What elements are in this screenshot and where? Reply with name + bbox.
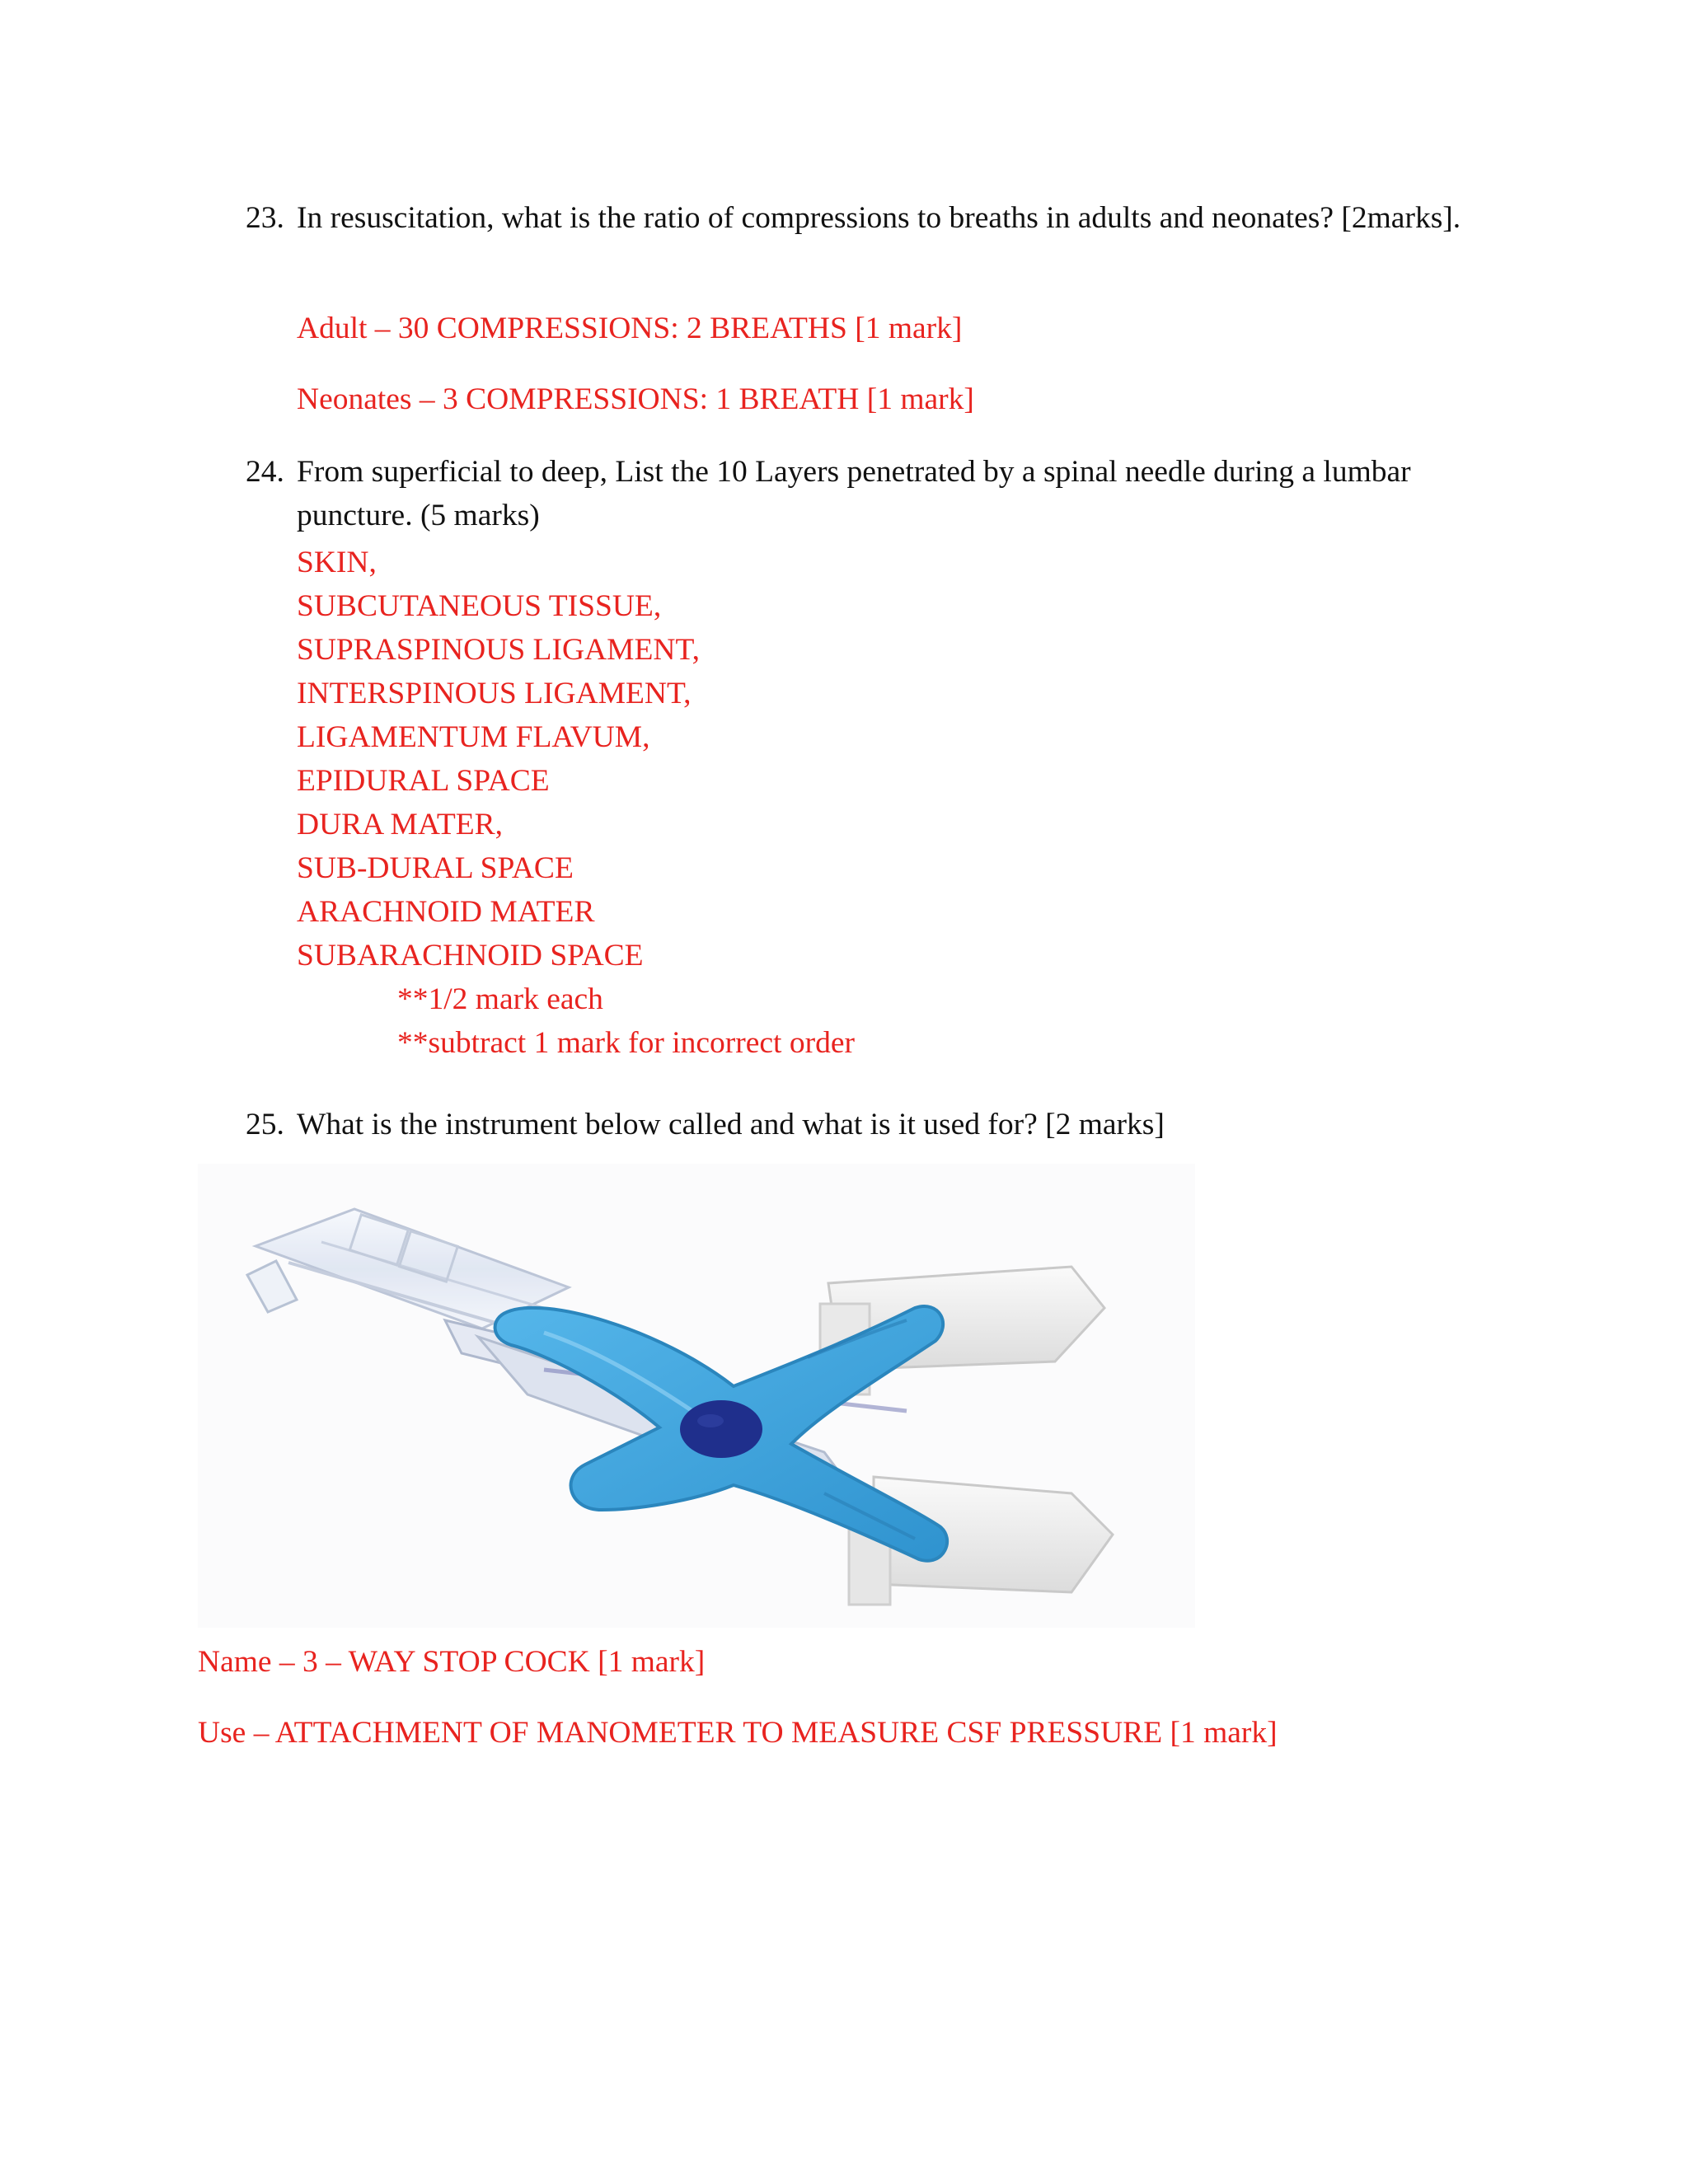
- list-item: LIGAMENTUM FLAVUM,: [297, 720, 650, 754]
- question-text: In resuscitation, what is the ratio of compressions to breaths in adults and neonates? [2marks].: [297, 201, 1461, 235]
- list-item: ARACHNOID MATER: [297, 895, 595, 929]
- question-number: 23.: [246, 201, 284, 235]
- list-item: SUBARACHNOID SPACE: [297, 939, 644, 972]
- marking-note: **subtract 1 mark for incorrect order: [397, 1026, 855, 1060]
- answer-line: Neonates – 3 COMPRESSIONS: 1 BREATH [1 mark]: [297, 382, 974, 416]
- list-item: DURA MATER,: [297, 808, 504, 841]
- center-dot: [680, 1400, 762, 1458]
- list-item: SUB-DURAL SPACE: [297, 851, 574, 885]
- question-number: 24.: [246, 455, 284, 489]
- list-item: SUBCUTANEOUS TISSUE,: [297, 589, 662, 623]
- question-text: From superficial to deep, List the 10 Layers penetrated by a spinal needle during a lumbar puncture. (5 marks): [297, 455, 1411, 532]
- question-number: 25.: [246, 1108, 284, 1141]
- list-item: INTERSPINOUS LIGAMENT,: [297, 677, 692, 710]
- question-text: What is the instrument below called and what is it used for? [2 marks]: [297, 1108, 1165, 1141]
- answer-list: [297, 541, 855, 1065]
- marking-note: **1/2 mark each: [397, 982, 603, 1016]
- answer-line: Adult – 30 COMPRESSIONS: 2 BREATHS [1 mark]: [297, 312, 963, 345]
- stopcock-figure: [198, 1164, 1195, 1628]
- answer-line: Use – ATTACHMENT OF MANOMETER TO MEASURE CSF PRESSURE [1 mark]: [198, 1716, 1278, 1750]
- list-item: SUPRASPINOUS LIGAMENT,: [297, 633, 700, 667]
- three-way-stopcock-image: [198, 1164, 1195, 1628]
- answer-line: Name – 3 – WAY STOP COCK [1 mark]: [198, 1645, 706, 1679]
- handle: [495, 1306, 948, 1561]
- list-item: SKIN,: [297, 546, 377, 579]
- list-item: EPIDURAL SPACE: [297, 764, 550, 798]
